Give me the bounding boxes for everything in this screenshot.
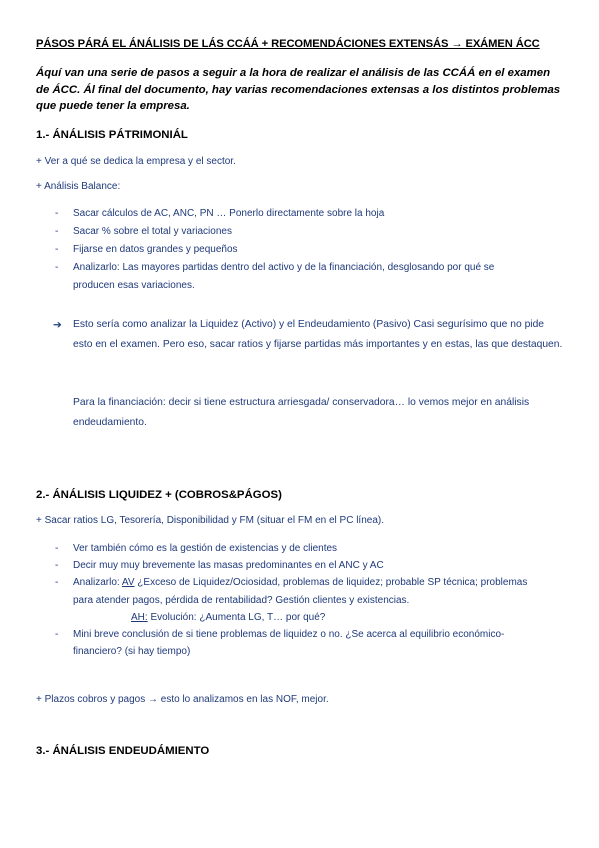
document-title: PÁSOS PÁRÁ EL ÁNÁLISIS DE LÁS CCÁÁ + RECOMENDÁCIONES EXTENSÁS → EXÁMEN ÁCC bbox=[36, 38, 540, 50]
section1-heading: 1.- ÁNÁLISIS PÁTRIMONIÁL bbox=[36, 129, 188, 141]
analyze-prefix: Analizarlo: bbox=[73, 577, 122, 589]
section3-heading: 3.- ÁNÁLISIS ENDEUDÁMIENTO bbox=[36, 745, 210, 757]
section1-line1: + Ver a qué se dedica la empresa y el sector. bbox=[36, 156, 236, 167]
section1-list bbox=[0, 205, 533, 295]
av-label: AV bbox=[121, 577, 135, 589]
financing-paragraph: Para la financiación: decir si tiene estructura arriesgada/ conservadora… lo vemos mejor en análisis endeudamiento. bbox=[73, 397, 530, 428]
arrow-paragraph: Esto sería como analizar la Liquidez (Activo) y el Endeudamiento (Pasivo) Casi segurísimo que no pide esto en el examen. Pero eso, sacar ratios y fijarse partidas más importantes y en estas, las que destaquen. bbox=[73, 319, 563, 350]
section2-line-bottom: + Plazos cobros y pagos → esto lo analizamos en las NOF, mejor. bbox=[36, 694, 329, 705]
ah-label: AH: bbox=[131, 611, 148, 623]
list-item: - Ver también cómo es la gestión de existencias y de clientes bbox=[0, 540, 533, 557]
list-item: - Mini breve conclusión de si tiene problemas de liquidez o no. ¿Se acerca al equilibrio económico-financiero? (si hay tiempo) bbox=[0, 626, 533, 660]
list-item: - Sacar % sobre el total y variaciones bbox=[0, 223, 533, 241]
section2-line1: + Sacar ratios LG, Tesorería, Disponibilidad y FM (situar el FM en el PC línea). bbox=[36, 515, 385, 526]
section2-list bbox=[0, 540, 533, 660]
arrow-icon: ➔ bbox=[53, 320, 62, 331]
list-item bbox=[0, 574, 533, 626]
analyze-text: ¿Exceso de Liquidez/Ociosidad, problemas de liquidez; probable SP técnica; problemas para atender pagos, pérdida de rentabilidad? Gestión clientes y existencias. bbox=[73, 577, 528, 606]
ah-text: Evolución: ¿Aumenta LG, T… por qué? bbox=[147, 611, 326, 623]
list-item: - Fijarse en datos grandes y pequeños bbox=[0, 241, 533, 259]
list-item: - Sacar cálculos de AC, ANC, PN … Ponerlo directamente sobre la hoja bbox=[0, 205, 533, 223]
section2-heading: 2.- ÁNÁLISIS LIQUIDEZ + (COBROS&PÁGOS) bbox=[36, 489, 282, 501]
list-item: - Analizarlo: Las mayores partidas dentro del activo y de la financiación, desglosando por qué se producen esas variaciones. bbox=[0, 259, 533, 295]
list-item: - Decir muy muy brevemente las masas predominantes en el ANC y AC bbox=[0, 557, 533, 574]
section1-line2: + Análisis Balance: bbox=[36, 181, 121, 192]
intro-paragraph: Áquí van una serie de pasos a seguir a la hora de realizar el análisis de las CCÁÁ en el examen de ÁCC. Ál final del documento, hay varias recomendaciones extensas a los distintos problemas que puede tener la empresa. bbox=[36, 67, 561, 112]
